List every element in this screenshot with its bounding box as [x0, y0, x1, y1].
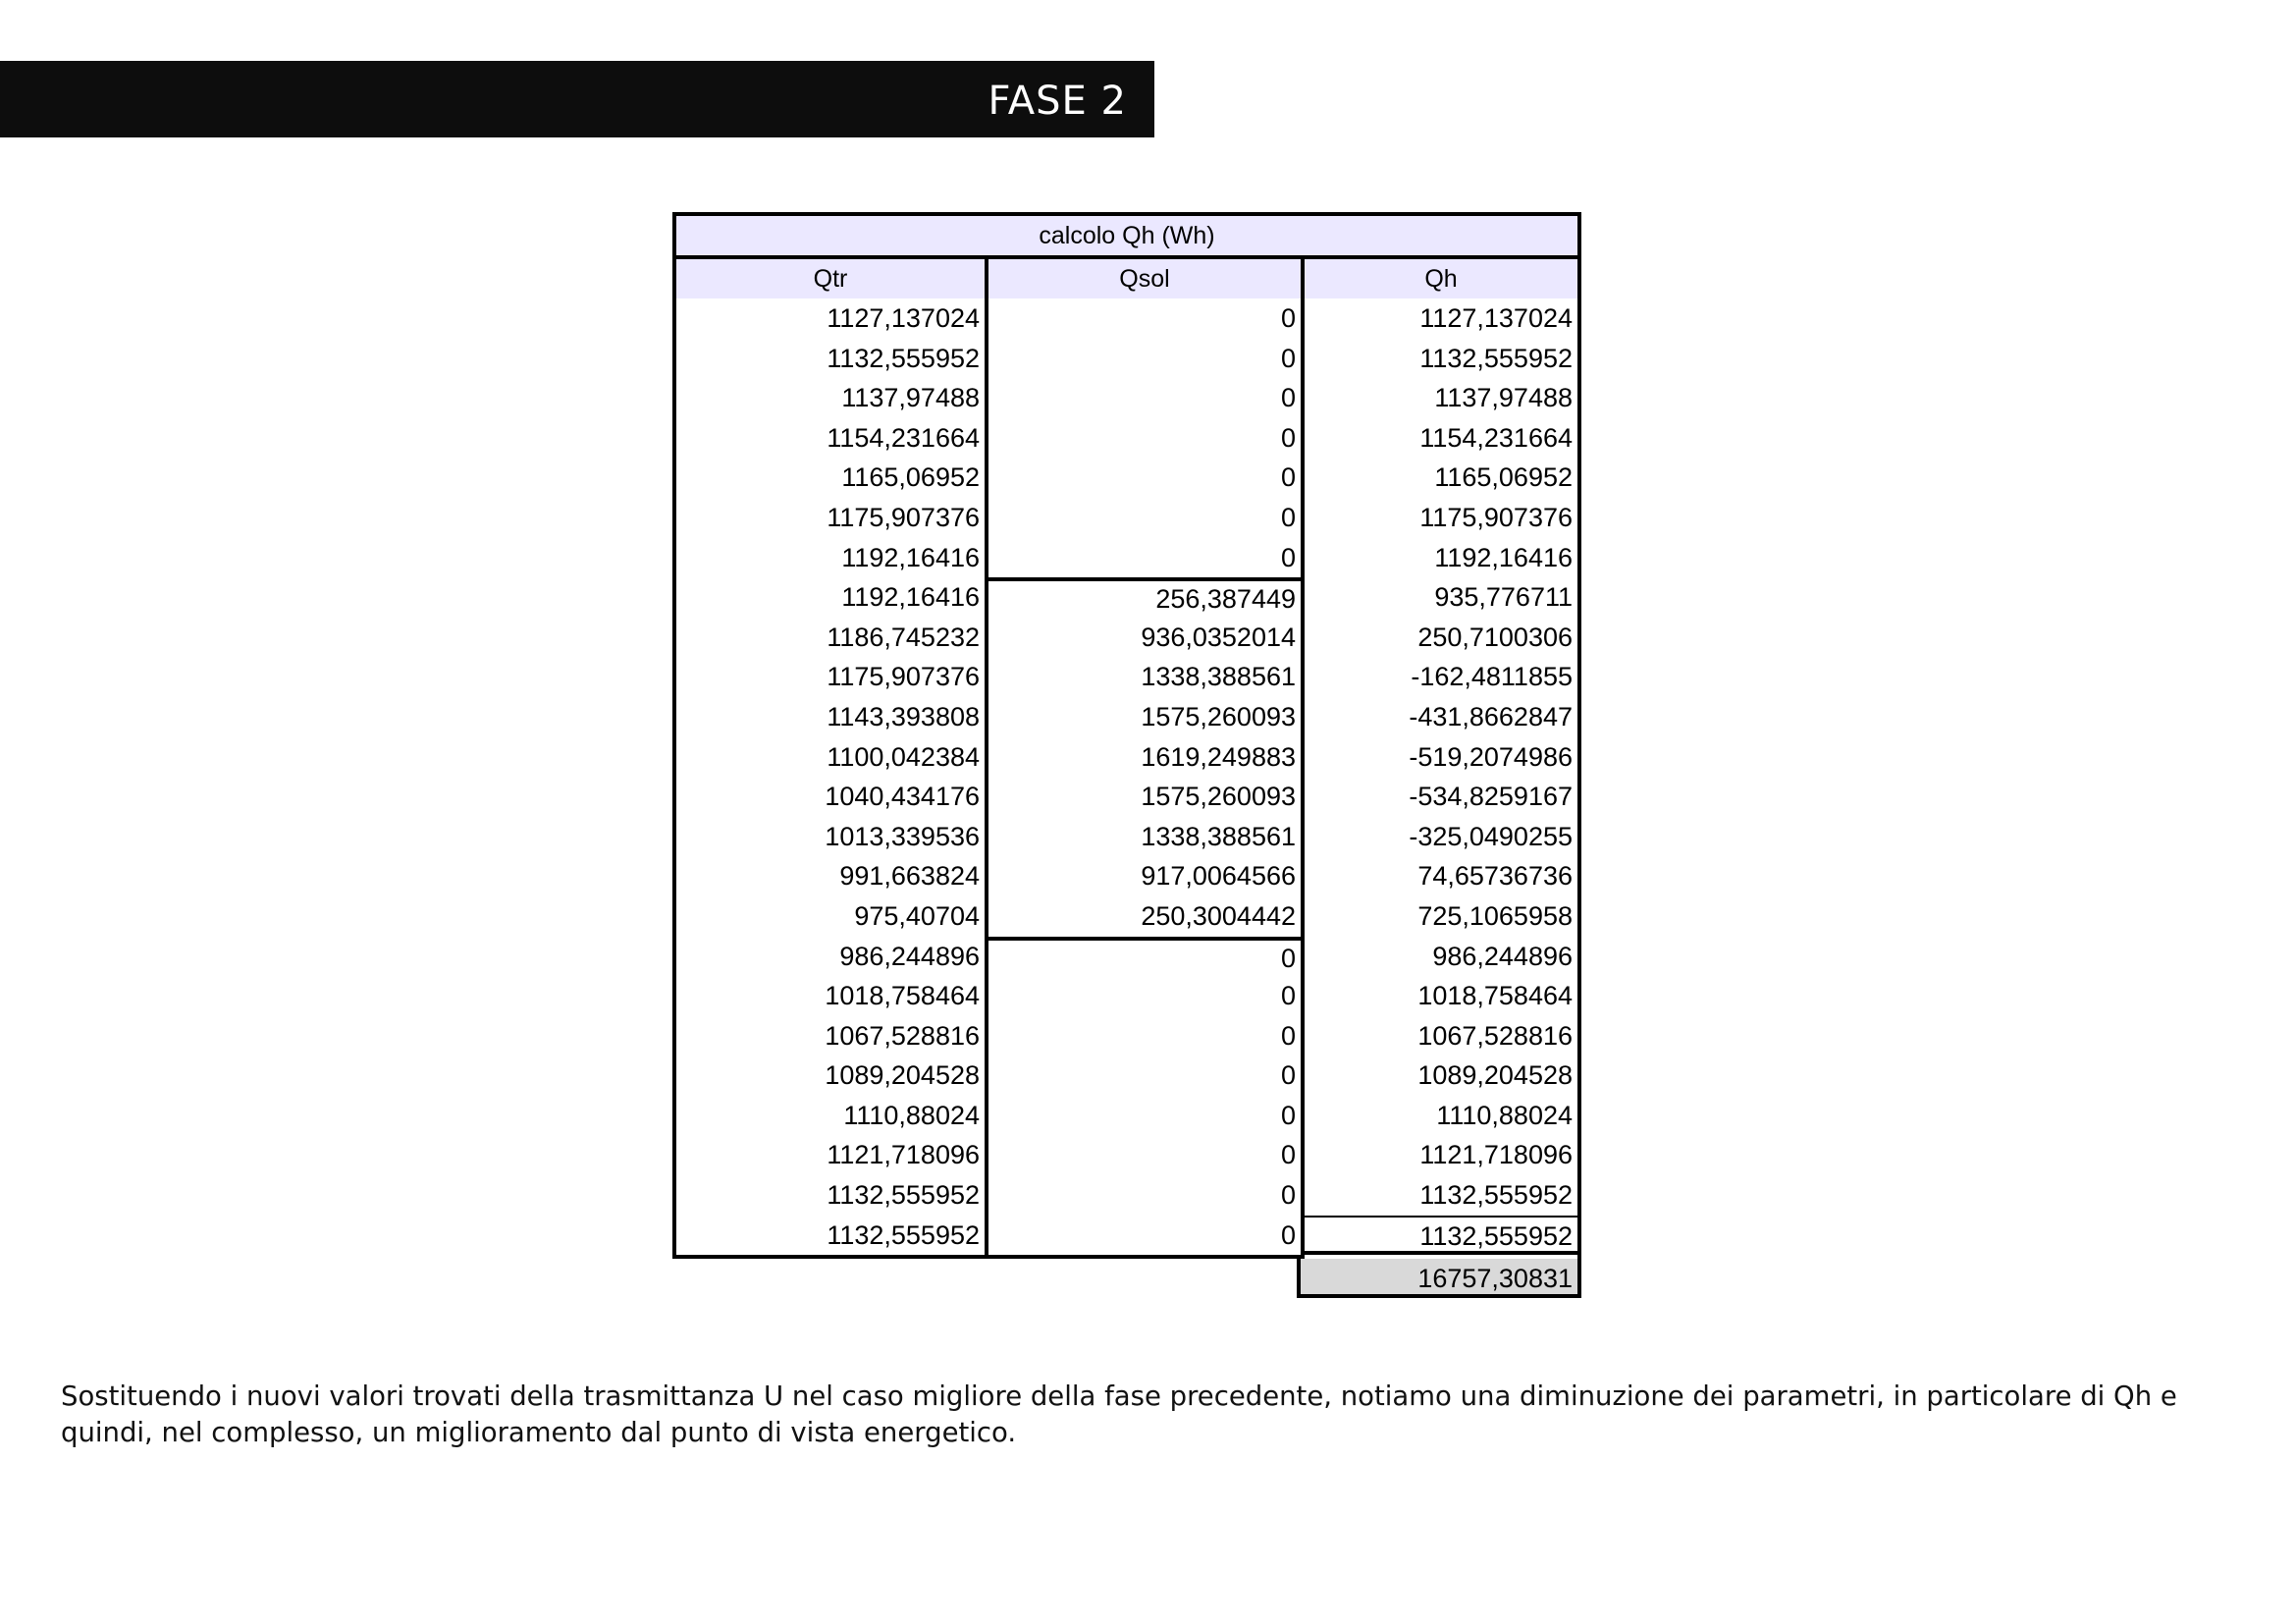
table-cell: 1132,555952 — [827, 343, 980, 373]
column-qh — [1301, 259, 1581, 1259]
table-cell: 725,1065958 — [1417, 900, 1573, 931]
table-cell: 0 — [1280, 1180, 1296, 1211]
table-cell: 935,776711 — [1434, 582, 1573, 613]
table-cell: 0 — [1280, 383, 1296, 413]
total-qh-cell: 16757,30831 — [1297, 1259, 1581, 1298]
table-cell: 986,244896 — [1432, 941, 1573, 971]
table-cell: 1121,718096 — [1419, 1140, 1573, 1170]
column-qtr — [672, 259, 985, 1259]
table-cell: 917,0064566 — [1141, 861, 1296, 892]
table-cell: 1110,88024 — [1436, 1100, 1573, 1130]
table-cell: 74,65736736 — [1417, 861, 1573, 892]
table-cell: 1127,137024 — [827, 303, 980, 333]
table-cell: 1192,16416 — [1434, 542, 1573, 572]
table-cell: 0 — [1280, 502, 1296, 532]
table-title: calcolo Qh (Wh) — [672, 212, 1581, 259]
table-cell: 256,387449 — [988, 577, 1301, 618]
table-cell: 1175,907376 — [827, 662, 980, 692]
header-bar — [0, 61, 1154, 137]
table-cell: 0 — [1280, 1100, 1296, 1130]
table-cell: 250,3004442 — [1141, 900, 1296, 931]
table-cell: 0 — [1280, 1219, 1296, 1250]
table-cell: 1619,249883 — [1141, 741, 1296, 772]
table-cell: 0 — [988, 937, 1301, 977]
table-cell: 1121,718096 — [827, 1140, 980, 1170]
table-cell: 975,40704 — [854, 900, 980, 931]
table-cell: 1132,555952 — [1419, 343, 1573, 373]
table-cell: 1132,555952 — [827, 1180, 980, 1211]
table-cell: -431,8662847 — [1409, 701, 1573, 731]
table-cell: 1110,88024 — [843, 1100, 980, 1130]
table-cell: 0 — [1280, 422, 1296, 453]
table-cell: 0 — [1280, 462, 1296, 493]
table-cell: 1040,434176 — [825, 782, 980, 812]
table-cell: 1175,907376 — [1419, 502, 1573, 532]
table-cell: 0 — [1280, 1140, 1296, 1170]
column-qsol — [985, 259, 1301, 1259]
table-cell: 1067,528816 — [825, 1020, 980, 1051]
table-cell: 1100,042384 — [827, 741, 980, 772]
table-cell: 1137,97488 — [1434, 383, 1573, 413]
table-cell: 1132,555952 — [1305, 1216, 1577, 1256]
table-cell: 1137,97488 — [841, 383, 980, 413]
column-header-qsol: Qsol — [988, 259, 1301, 298]
table-cell: 1338,388561 — [1141, 821, 1296, 851]
table-cell: 1018,758464 — [1417, 981, 1573, 1011]
table-cell: 1192,16416 — [841, 582, 980, 613]
table-cell: 1154,231664 — [1419, 422, 1573, 453]
column-header-qtr: Qtr — [676, 259, 985, 298]
column-header-qh: Qh — [1305, 259, 1577, 298]
table-cell: 1192,16416 — [841, 542, 980, 572]
table-cell: 1132,555952 — [1419, 1180, 1573, 1211]
description-paragraph: Sostituendo i nuovi valori trovati della trasmittanza U nel caso migliore della fase precedente, notiamo una diminuzione dei parametri, in particolare di Qh e quindi, nel complesso, un miglioramento dal punto di vista energetico. — [61, 1380, 2177, 1448]
table-cell: 1154,231664 — [827, 422, 980, 453]
table-cell: 1089,204528 — [825, 1060, 980, 1091]
table-cell: -162,4811855 — [1411, 662, 1573, 692]
table-cell: 1067,528816 — [1417, 1020, 1573, 1051]
table-cell: 1175,907376 — [827, 502, 980, 532]
table-cell: 1132,555952 — [827, 1219, 980, 1250]
table-cell: 0 — [1280, 303, 1296, 333]
table-body — [672, 259, 1581, 1259]
table-cell: 1575,260093 — [1141, 782, 1296, 812]
table-cell: 1186,745232 — [827, 622, 980, 652]
table-cell: 991,663824 — [839, 861, 980, 892]
table-cell: -534,8259167 — [1409, 782, 1573, 812]
table-cell: -325,0490255 — [1409, 821, 1573, 851]
table-cell: 0 — [1280, 1060, 1296, 1091]
table-cell: 1018,758464 — [825, 981, 980, 1011]
table-cell: 1165,06952 — [1434, 462, 1573, 493]
table-cell: 1165,06952 — [841, 462, 980, 493]
qh-table — [672, 212, 1581, 1298]
table-cell: 1089,204528 — [1417, 1060, 1573, 1091]
page-title: FASE 2 — [988, 79, 1127, 124]
table-cell: 1013,339536 — [825, 821, 980, 851]
table-cell: 1575,260093 — [1141, 701, 1296, 731]
table-cell: 1338,388561 — [1141, 662, 1296, 692]
table-cell: 250,7100306 — [1417, 622, 1573, 652]
table-cell: 0 — [1280, 343, 1296, 373]
table-cell: 936,0352014 — [1141, 622, 1296, 652]
table-cell: 0 — [1280, 542, 1296, 572]
table-cell: -519,2074986 — [1409, 741, 1573, 772]
table-cell: 0 — [1280, 981, 1296, 1011]
table-cell: 0 — [1280, 1020, 1296, 1051]
table-cell: 1127,137024 — [1419, 303, 1573, 333]
table-cell: 986,244896 — [839, 941, 980, 971]
table-cell: 1143,393808 — [827, 701, 980, 731]
